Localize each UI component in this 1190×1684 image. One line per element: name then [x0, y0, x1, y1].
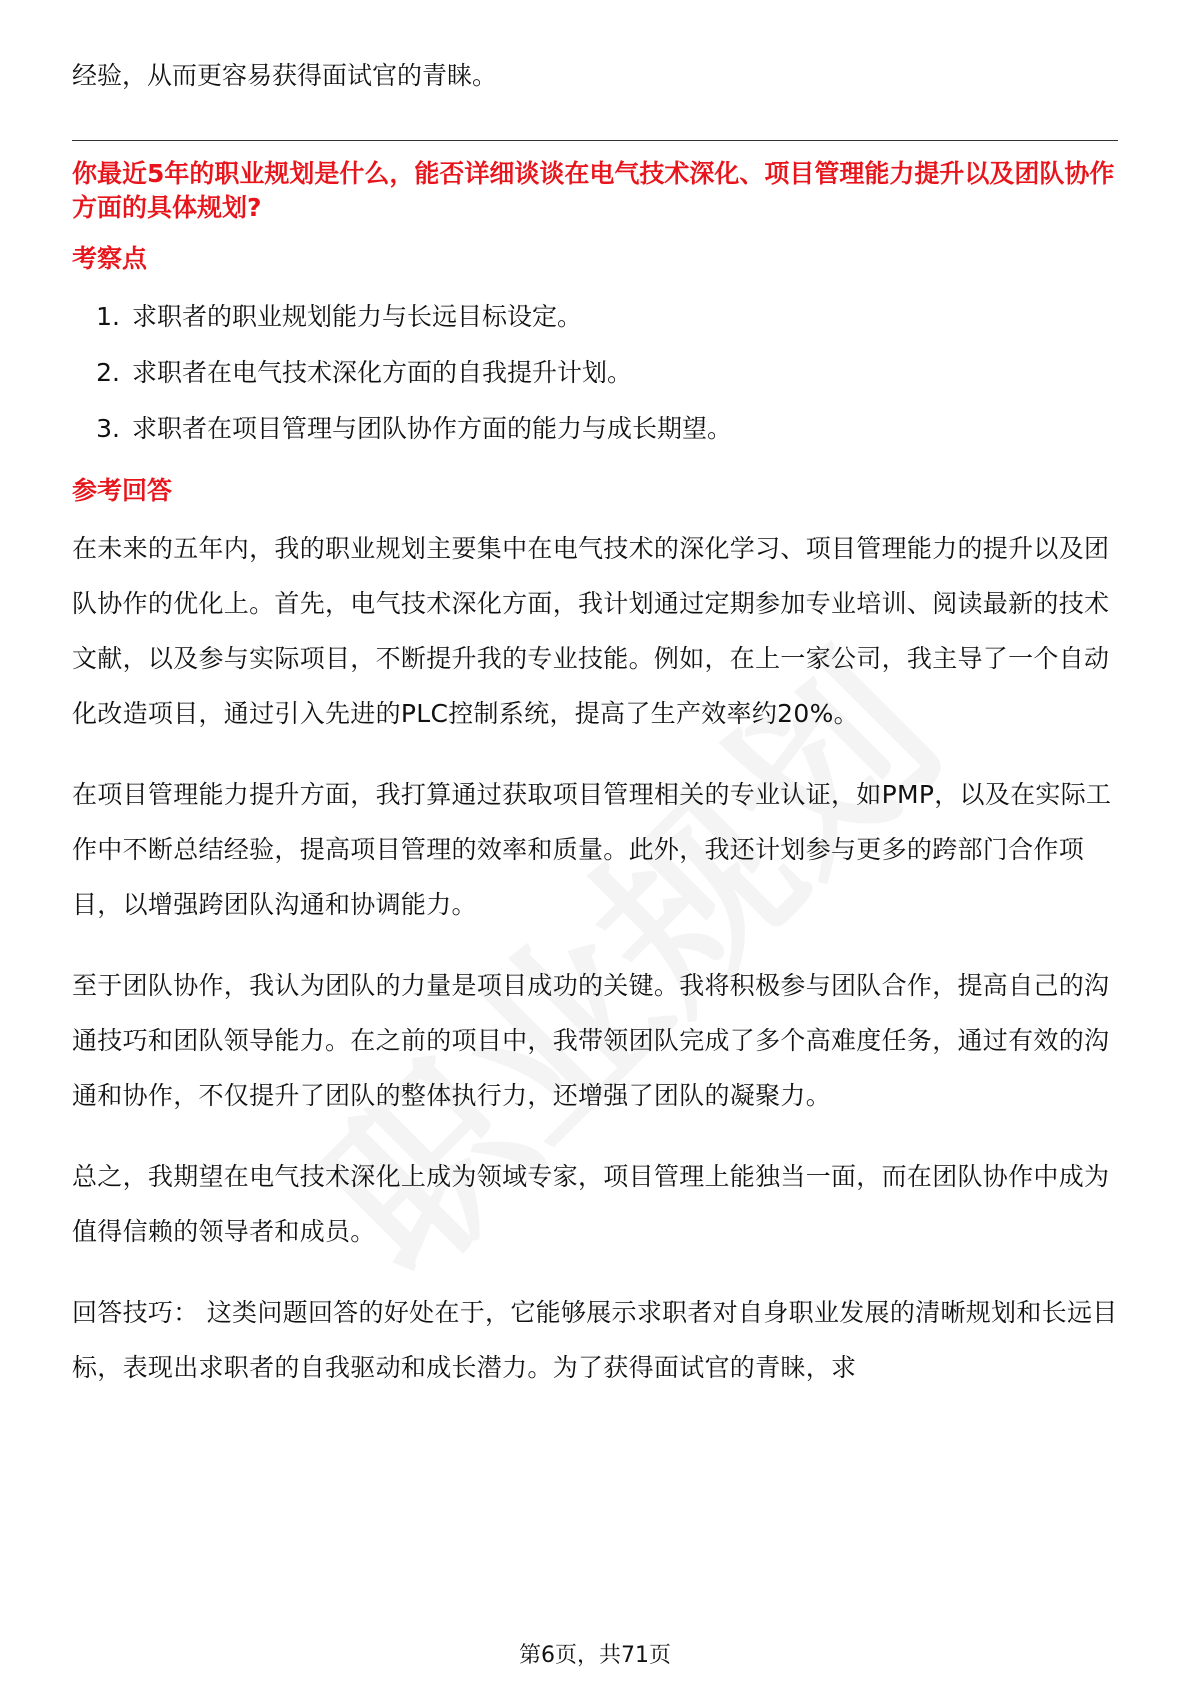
answer-paragraph: 至于团队协作，我认为团队的力量是项目成功的关键。我将积极参与团队合作，提高自己的沟通技巧和团队领导能力。在之前的项目中，我带领团队完成了多个高难度任务，通过有效的沟通和协作，不仅提升了团队的整体执行力，还增强了团队的凝聚力。 — [72, 971, 1110, 1110]
list-item-text: 求职者在项目管理与团队协作方面的能力与成长期望。 — [132, 414, 733, 443]
lead-text: 经验，从而更容易获得面试官的青睐。 — [72, 61, 498, 90]
list-item-text: 求职者在电气技术深化方面的自我提升计划。 — [132, 358, 633, 387]
answer-paragraph: 在项目管理能力提升方面，我打算通过获取项目管理相关的专业认证，如PMP，以及在实际工作中不断总结经验，提高项目管理的效率和质量。此外，我还计划参与更多的跨部门合作项目，以增强跨团队沟通和协调能力。 — [72, 780, 1112, 919]
divider — [72, 140, 1118, 141]
answer-tips-paragraph: 回答技巧： 这类问题回答的好处在于，它能够展示求职者对自身职业发展的清晰规划和长远目标，表现出求职者的自我驱动和成长潜力。为了获得面试官的青睐，求 — [72, 1298, 1118, 1382]
answer-paragraph: 在未来的五年内，我的职业规划主要集中在电气技术的深化学习、项目管理能力的提升以及团队协作的优化上。首先，电气技术深化方面，我计划通过定期参加专业培训、阅读最新的技术文献，以及参与实际项目，不断提升我的专业技能。例如，在上一家公司，我主导了一个自动化改造项目，通过引入先进的PLC控制系统，提高了生产效率约20%。 — [72, 534, 1110, 728]
list-item-number: 1. — [96, 302, 120, 331]
list-item-text: 求职者的职业规划能力与长远目标设定。 — [132, 302, 583, 331]
list-item-number: 3. — [96, 414, 120, 443]
page-footer: 第6页，共71页 — [519, 1643, 671, 1668]
question-heading: 你最近5年的职业规划是什么，能否详细谈谈在电气技术深化、项目管理能力提升以及团队协作方面的具体规划? — [72, 159, 1115, 222]
answer-section-title: 参考回答 — [72, 476, 173, 505]
list-item — [72, 401, 1118, 457]
points-section-title: 考察点 — [72, 244, 148, 273]
list-item — [72, 345, 1118, 401]
list-item — [72, 289, 1118, 345]
page-content — [72, 48, 1118, 1421]
points-list — [72, 289, 1118, 457]
answer-paragraph: 总之，我期望在电气技术深化上成为领域专家，项目管理上能独当一面，而在团队协作中成为值得信赖的领导者和成员。 — [72, 1162, 1110, 1246]
list-item-number: 2. — [96, 358, 120, 387]
